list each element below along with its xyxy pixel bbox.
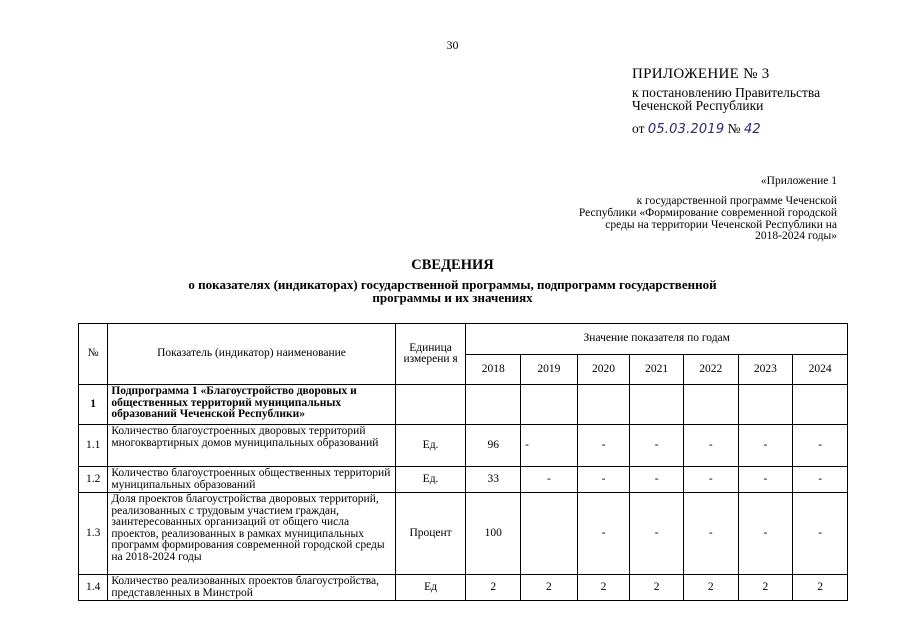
document-subtitle: о показателях (индикаторах) государственной программы, подпрограмм государственной программы и их значениях xyxy=(188,277,717,305)
row-value: 2 xyxy=(683,575,738,601)
row-value xyxy=(577,385,630,425)
date-prefix: от xyxy=(632,121,645,136)
header-year: 2018 xyxy=(466,355,521,385)
row-value: - xyxy=(683,425,738,467)
table-row xyxy=(79,425,848,467)
row-value: 2 xyxy=(738,575,793,601)
header-year: 2024 xyxy=(793,355,848,385)
row-value: - xyxy=(630,467,684,493)
appendix-date-row xyxy=(632,121,761,137)
number-prefix: № xyxy=(727,121,741,136)
row-number: 1.4 xyxy=(79,575,108,601)
row-value: 2 xyxy=(793,575,848,601)
header-indicator-name: Показатель (индикатор) наименование xyxy=(108,324,395,385)
row-indicator-name: Количество благоустроенных дворовых территорий многоквартирных домов муниципальных образований xyxy=(108,425,395,467)
row-value xyxy=(630,385,684,425)
row-indicator-name: Количество реализованных проектов благоустройства, представленных в Минстрой xyxy=(108,575,395,601)
header-number: № xyxy=(79,324,108,385)
row-number: 1 xyxy=(79,385,108,425)
row-value xyxy=(466,385,521,425)
row-value xyxy=(683,385,738,425)
header-year: 2019 xyxy=(521,355,578,385)
indicators-table xyxy=(78,323,848,601)
row-value: - xyxy=(738,493,793,575)
header-values-by-year: Значение показателя по годам xyxy=(466,324,848,355)
table-row xyxy=(79,575,848,601)
row-indicator-name: Доля проектов благоустройства дворовых территорий, реализованных с трудовым участием граждан, заинтересованных организаций от общего числа проектов, реализованных в рамках муниципальных программ формирования современной городской среды на 2018-2024 годы xyxy=(108,493,395,575)
row-value: - xyxy=(521,467,578,493)
row-unit: Процент xyxy=(395,493,466,575)
document-title: СВЕДЕНИЯ xyxy=(411,257,494,273)
row-value: - xyxy=(793,467,848,493)
row-value: 96 xyxy=(466,425,521,467)
table-row xyxy=(79,493,848,575)
row-value xyxy=(738,385,793,425)
row-value: - xyxy=(683,467,738,493)
row-number: 1.1 xyxy=(79,425,108,467)
header-year: 2021 xyxy=(630,355,684,385)
row-value xyxy=(793,385,848,425)
row-value: 2 xyxy=(630,575,684,601)
row-value: 100 xyxy=(466,493,521,575)
annex-body: к государственной программе Чеченской Республики «Формирование современной городской среды на территории Чеченской Республики на 2018-2024 годы» xyxy=(578,195,837,243)
row-number: 1.2 xyxy=(79,467,108,493)
appendix-title: ПРИЛОЖЕНИЕ № 3 xyxy=(632,66,770,82)
row-indicator-name: Количество благоустроенных общественных территорий муниципальных образований xyxy=(108,467,395,493)
row-unit xyxy=(395,385,466,425)
row-value: - xyxy=(738,425,793,467)
appendix-line-1: к постановлению Правительства xyxy=(632,85,821,100)
row-value: - xyxy=(630,493,684,575)
header-year: 2020 xyxy=(577,355,630,385)
row-value: - xyxy=(630,425,684,467)
annex-title: «Приложение 1 xyxy=(760,175,837,187)
table-row xyxy=(79,467,848,493)
row-value xyxy=(521,493,578,575)
row-value: 2 xyxy=(521,575,578,601)
row-unit: Ед. xyxy=(395,467,466,493)
page-number: 30 xyxy=(446,38,459,52)
row-value: - xyxy=(793,425,848,467)
header-year: 2023 xyxy=(738,355,793,385)
row-value: 2 xyxy=(466,575,521,601)
appendix-line-2: Чеченской Республики xyxy=(632,98,764,113)
row-value: - xyxy=(683,493,738,575)
row-unit: Ед. xyxy=(395,425,466,467)
row-value: 33 xyxy=(466,467,521,493)
table-row xyxy=(79,385,848,425)
handwritten-number: 42 xyxy=(743,122,761,137)
row-value: - xyxy=(793,493,848,575)
header-year: 2022 xyxy=(683,355,738,385)
row-value: - xyxy=(577,467,630,493)
row-indicator-name: Подпрограмма 1 «Благоустройство дворовых и общественных территорий муниципальных образований Чеченской Республики» xyxy=(108,385,395,425)
header-unit: Единица измерени я xyxy=(395,324,466,385)
row-value xyxy=(521,385,578,425)
row-value: - xyxy=(577,493,630,575)
row-value: - xyxy=(738,467,793,493)
row-unit: Ед xyxy=(395,575,466,601)
row-value: - xyxy=(577,425,630,467)
row-value: 2 xyxy=(577,575,630,601)
row-number: 1.3 xyxy=(79,493,108,575)
handwritten-date: 05.03.2019 xyxy=(647,122,725,137)
row-value: - xyxy=(521,425,578,467)
